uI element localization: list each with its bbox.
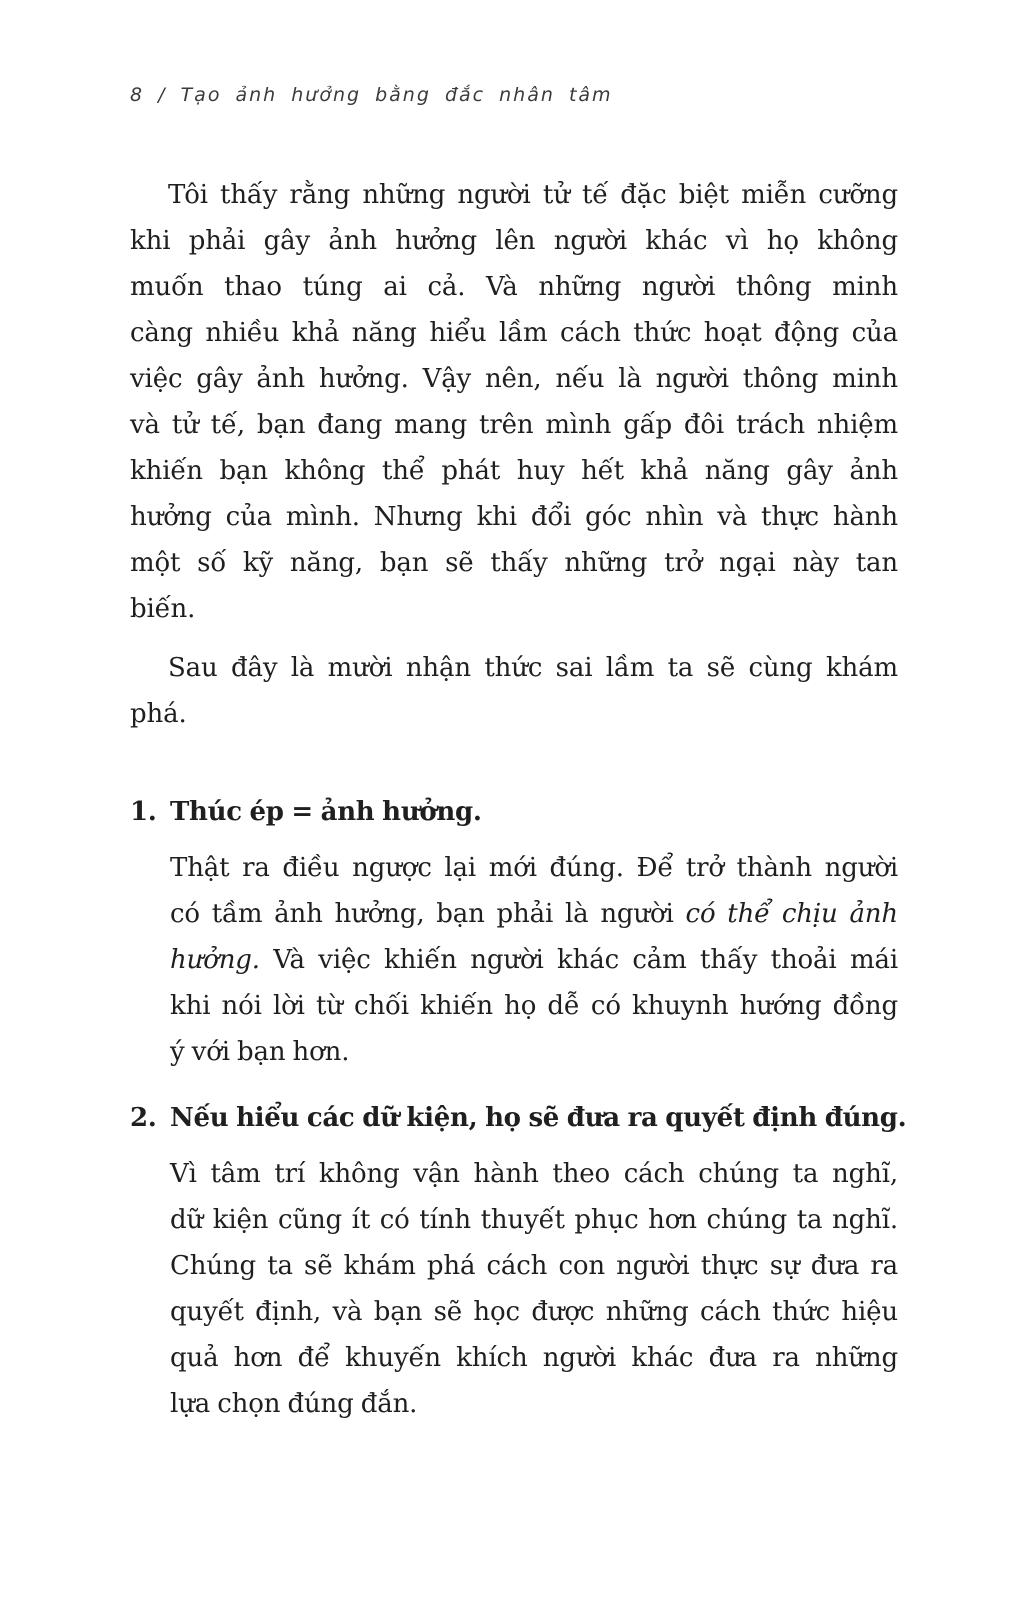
text-line	[130, 172, 898, 218]
list-item-title: Nếu hiểu các dữ kiện, họ sẽ đưa ra quyết định đúng.	[170, 1103, 907, 1133]
text-line	[170, 1243, 898, 1289]
text-run: hưởng của mình. Nhưng khi đổi góc nhìn và thực hành	[130, 502, 898, 532]
text-line	[170, 891, 898, 937]
text-line	[170, 1289, 898, 1335]
text-run: muốn thao túng ai cả. Và những người thông minh	[130, 272, 898, 302]
list-item-number: 2.	[130, 1103, 157, 1133]
text-line	[130, 402, 898, 448]
text-run: biến.	[130, 594, 196, 624]
text-run: lựa chọn đúng đắn.	[170, 1389, 418, 1419]
text-line	[130, 494, 898, 540]
running-header: 8 / Tạo ảnh hưởng bằng đắc nhân tâm	[130, 84, 613, 106]
text-line	[170, 1197, 898, 1243]
text-line	[130, 691, 898, 737]
paragraph	[130, 172, 898, 632]
text-run: một số kỹ năng, bạn sẽ thấy những trở ngại này tan	[130, 548, 898, 578]
text-line	[130, 218, 898, 264]
text-line	[170, 1381, 898, 1427]
text-run: Sau đây là mười nhận thức sai lầm ta sẽ cùng khám	[168, 653, 898, 683]
text-run: càng nhiều khả năng hiểu lầm cách thức hoạt động của	[130, 318, 898, 348]
text-run: Thật ra điều ngược lại mới đúng. Để trở thành người	[170, 853, 898, 883]
text-line	[130, 356, 898, 402]
text-run: có tầm ảnh hưởng, bạn phải là người	[170, 899, 686, 929]
text-line	[170, 845, 898, 891]
text-line	[130, 645, 898, 691]
text-run: quả hơn để khuyến khích người khác đưa ra những	[170, 1343, 898, 1373]
text-run: khi nói lời từ chối khiến họ dễ có khuynh hướng đồng	[170, 991, 898, 1021]
text-line	[170, 937, 898, 983]
text-run: Vì tâm trí không vận hành theo cách chúng ta nghĩ,	[170, 1159, 898, 1189]
text-run: khi phải gây ảnh hưởng lên người khác vì họ không	[130, 226, 898, 256]
text-run: khiến bạn không thể phát huy hết khả năng gây ảnh	[130, 456, 898, 486]
text-run: và tử tế, bạn đang mang trên mình gấp đôi trách nhiệm	[130, 410, 898, 440]
text-run: Và việc khiến người khác cảm thấy thoải mái	[259, 945, 898, 975]
text-run: ý với bạn hơn.	[170, 1037, 350, 1067]
italic-text: hưởng.	[170, 945, 260, 975]
text-line	[130, 310, 898, 356]
text-line	[130, 448, 898, 494]
text-run: Tôi thấy rằng những người tử tế đặc biệt miễn cưỡng	[168, 180, 898, 210]
list-item	[130, 789, 898, 1075]
list-item-heading	[130, 789, 898, 835]
text-run: dữ kiện cũng ít có tính thuyết phục hơn chúng ta nghĩ.	[170, 1205, 898, 1235]
page-body	[130, 172, 907, 1427]
text-run: việc gây ảnh hưởng. Vậy nên, nếu là người thông minh	[130, 364, 898, 394]
text-line	[130, 586, 898, 632]
list-item-number: 1.	[130, 797, 157, 827]
text-line	[130, 540, 898, 586]
text-run: quyết định, và bạn sẽ học được những cách thức hiệu	[170, 1297, 898, 1327]
text-line	[170, 983, 898, 1029]
list-item-title: Thúc ép = ảnh hưởng.	[170, 797, 482, 827]
list-item-heading	[130, 1095, 907, 1141]
italic-text: có thể chịu ảnh	[685, 899, 898, 929]
text-line	[130, 264, 898, 310]
paragraph	[130, 645, 898, 737]
text-line	[170, 1029, 898, 1075]
list-item	[130, 1095, 907, 1427]
text-run: phá.	[130, 699, 187, 729]
text-run: Chúng ta sẽ khám phá cách con người thực sự đưa ra	[170, 1251, 898, 1281]
text-line	[170, 1151, 898, 1197]
text-line	[170, 1335, 898, 1381]
